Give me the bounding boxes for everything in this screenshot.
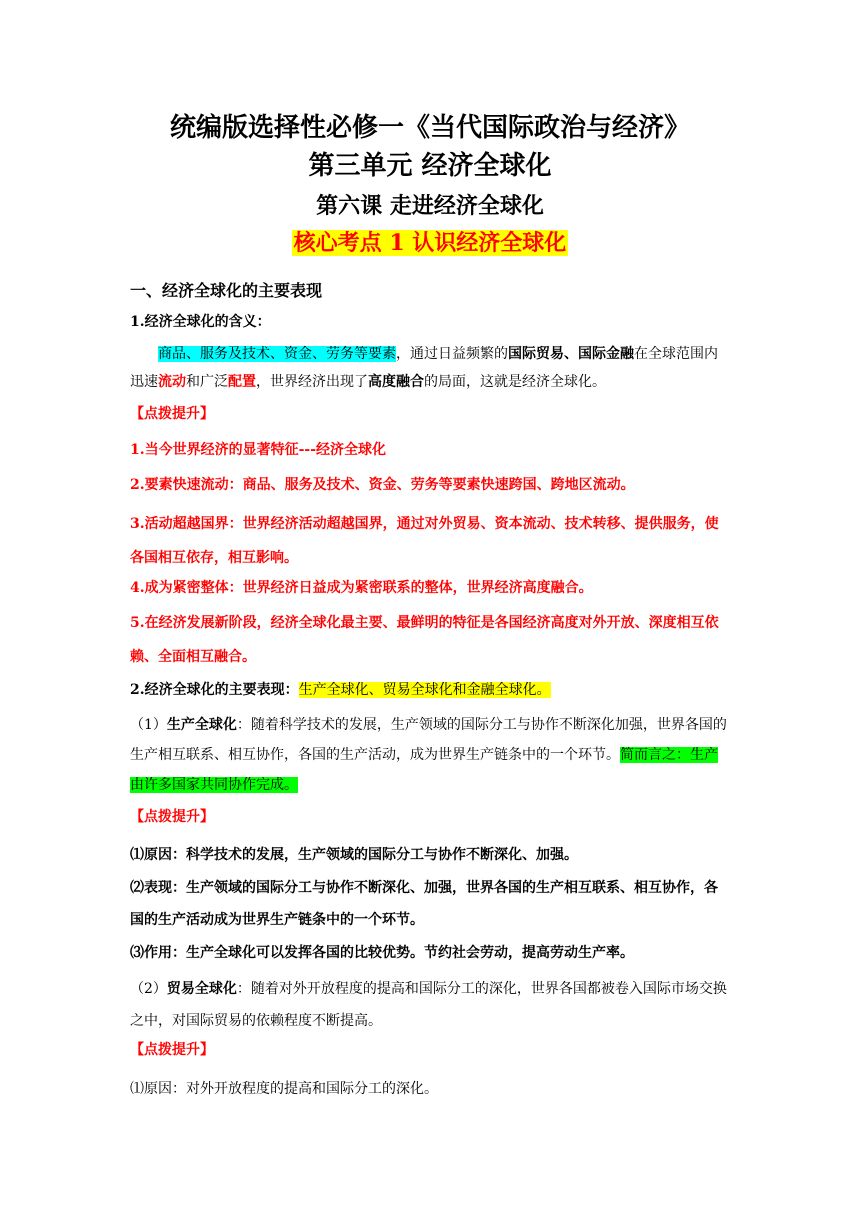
production-label: 生产全球化 bbox=[166, 717, 237, 733]
trade-label: 贸易全球化 bbox=[166, 981, 237, 997]
definition-highlight: 商品、服务及技术、资金、劳务等要素 bbox=[158, 346, 396, 362]
tip-item: 2.要素快速流动：商品、服务及技术、资金、劳务等要素快速跨国、跨地区流动。 bbox=[130, 477, 635, 493]
production-number: （1） bbox=[130, 717, 167, 733]
production-highlight: 简而言之：生产由许多国家共同协作完成。 bbox=[130, 747, 718, 793]
definition-text: ，世界经济出现了 bbox=[256, 374, 368, 390]
item2-paragraph bbox=[130, 676, 730, 704]
definition-text: 和广泛 bbox=[186, 374, 228, 390]
definition-bold: 高度融合 bbox=[368, 374, 424, 390]
definition-text: ，通过日益频繁的 bbox=[396, 346, 508, 362]
item2-lead: 2.经济全球化的主要表现： bbox=[130, 682, 299, 698]
tip-label: 【点拨提升】 bbox=[130, 1042, 214, 1058]
core-point-label: 核心考点 1 认识经济全球化 bbox=[293, 230, 567, 256]
trade-tip: ⑴原因：对外开放程度的提高和国际分工的深化。 bbox=[130, 1081, 438, 1097]
definition-paragraph bbox=[130, 340, 730, 396]
unit-title: 第三单元 经济全球化 bbox=[308, 151, 552, 181]
tip-item: 4.成为紧密整体：世界经济日益成为紧密联系的整体，世界经济高度融合。 bbox=[130, 580, 593, 596]
tip-label: 【点拨提升】 bbox=[130, 406, 214, 422]
definition-bold: 国际贸易、国际金融 bbox=[508, 346, 634, 362]
definition-red: 流动 bbox=[158, 374, 186, 390]
trade-text: ：随着对外开放程度的提高和国际分工的深化，世界各国都被卷入国际市场交换之中，对国际贸易的依赖程度不断提高。 bbox=[130, 981, 727, 1029]
section-heading: 一、经济全球化的主要表现 bbox=[130, 281, 323, 300]
definition-text: 在全球范围内迅速 bbox=[130, 346, 718, 390]
production-tip: ⑴原因：科学技术的发展，生产领域的国际分工与协作不断深化、加强。 bbox=[130, 847, 578, 863]
trade-paragraph bbox=[130, 973, 730, 1037]
tip-item: 1.当今世界经济的显著特征---经济全球化 bbox=[130, 442, 387, 458]
production-paragraph bbox=[130, 710, 730, 800]
main-title: 统编版选择性必修一《当代国际政治与经济》 bbox=[169, 113, 690, 143]
item2-highlight: 生产全球化、贸易全球化和金融全球化。 bbox=[298, 682, 551, 698]
tip-label: 【点拨提升】 bbox=[130, 809, 214, 825]
tip-item: 5.在经济发展新阶段，经济全球化最主要、最鲜明的特征是各国经济高度对外开放、深度相互依赖、全面相互融合。 bbox=[130, 615, 719, 665]
production-tip: ⑶作用：生产全球化可以发挥各国的比较优势。节约社会劳动，提高劳动生产率。 bbox=[130, 945, 634, 961]
definition-text: 的局面，这就是经济全球化。 bbox=[424, 374, 606, 390]
lesson-title: 第六课 走进经济全球化 bbox=[316, 193, 544, 219]
production-tip: ⑵表现：生产领域的国际分工与协作不断深化、加强，世界各国的生产相互联系、相互协作，各国的生产活动成为世界生产链条中的一个环节。 bbox=[130, 880, 718, 928]
tip-item: 3.活动超越国界：世界经济活动超越国界，通过对外贸易、资本流动、技术转移、提供服务，使各国相互依存，相互影响。 bbox=[130, 516, 719, 566]
item1-heading: 1.经济全球化的含义： bbox=[130, 314, 271, 330]
core-point-title bbox=[0, 228, 860, 258]
definition-red: 配置 bbox=[228, 374, 256, 390]
trade-number: （2） bbox=[130, 981, 167, 997]
production-text: ：随着科学技术的发展，生产领域的国际分工与协作不断深化加强，世界各国的生产相互联系、相互协作，各国的生产活动，成为世界生产链条中的一个环节。 bbox=[130, 717, 727, 763]
